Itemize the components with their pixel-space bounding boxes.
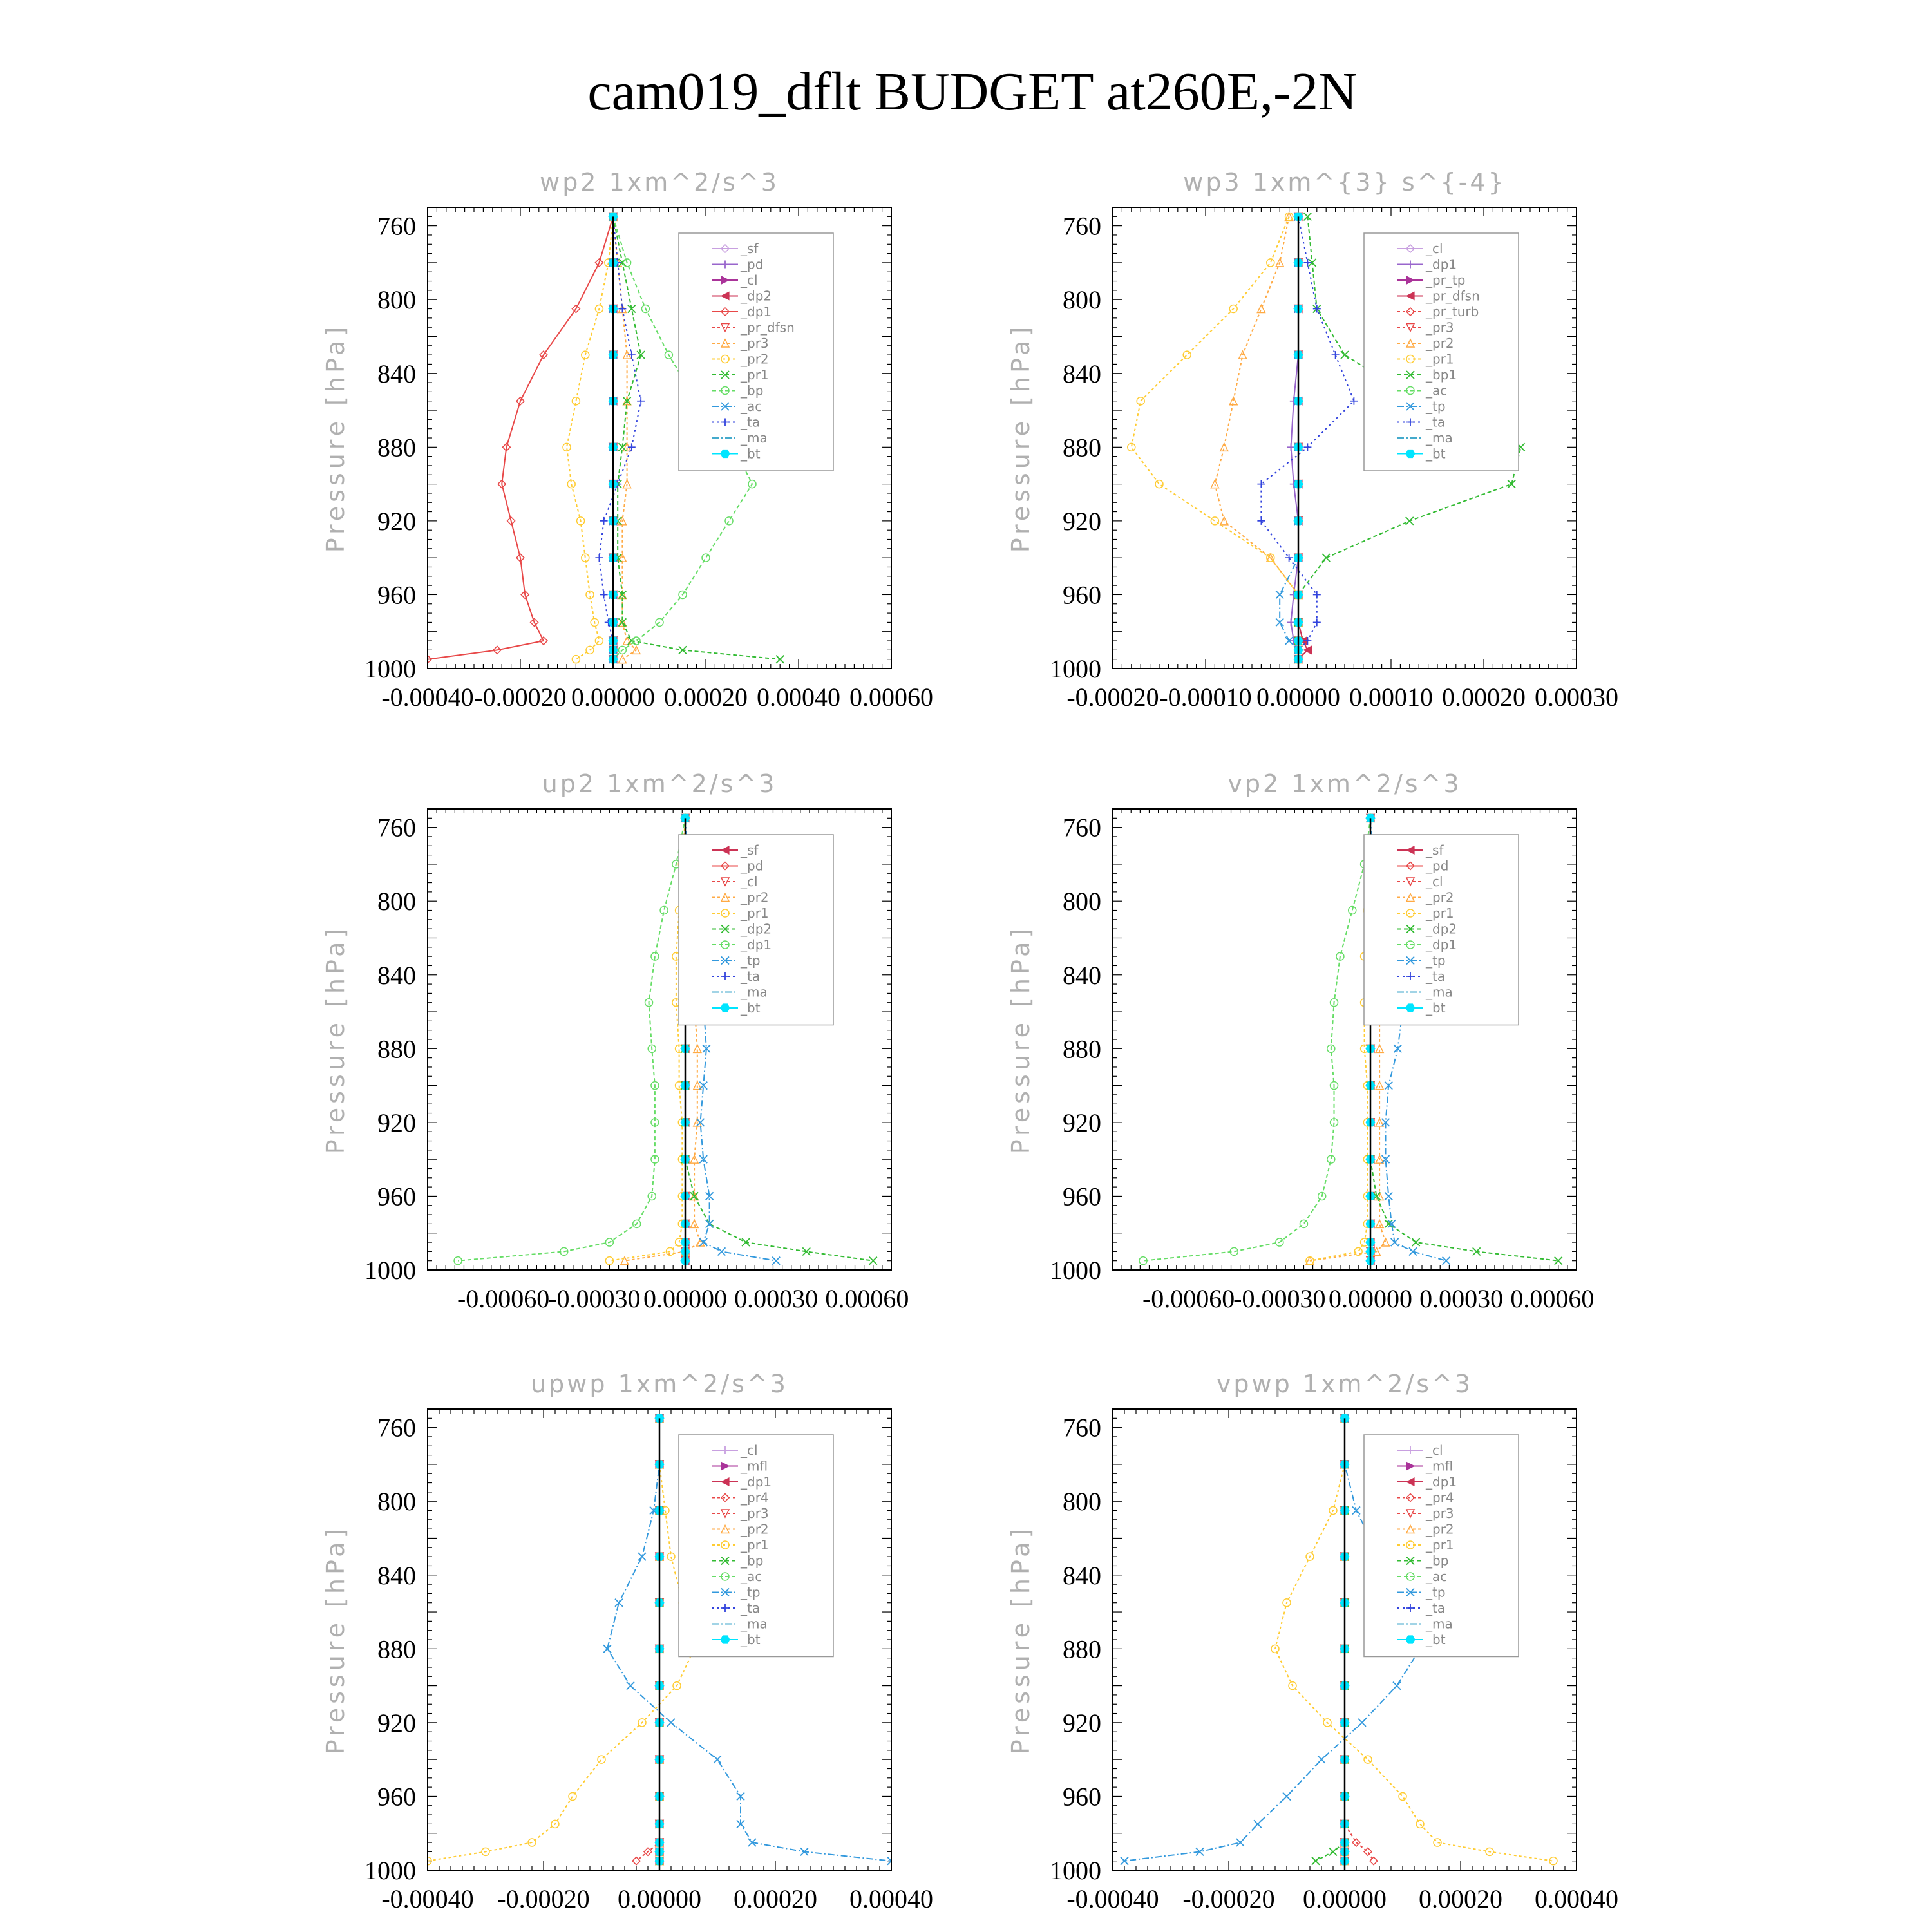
legend-marker_bt [1406, 450, 1415, 457]
x-tick-label: -0.00020 [1066, 683, 1159, 712]
legend-label_pr1: _pr1 [1426, 905, 1454, 921]
panel-2-title: wp3 1xm^{3} s^{-4} [1183, 168, 1506, 196]
y-tick-label: 880 [1063, 1634, 1101, 1664]
y-tick-label: 1000 [365, 654, 416, 683]
y-tick-label: 800 [1063, 285, 1101, 315]
legend-label_pr2: _pr2 [1426, 889, 1454, 905]
legend-label_pr_dfsn: _pr_dfsn [741, 319, 795, 336]
y-tick-label: 840 [1063, 1560, 1101, 1590]
y-tick-label: 800 [377, 887, 416, 916]
legend-label_ma: _ma [741, 1616, 768, 1632]
legend-label_pr2: _pr2 [741, 351, 769, 367]
x-tick-label: 0.00040 [849, 1884, 933, 1913]
x-tick-label: 0.00040 [757, 683, 840, 712]
y-tick-label: 880 [377, 1034, 416, 1064]
x-tick-label: -0.00040 [381, 1884, 474, 1913]
y-tick-label: 760 [377, 211, 416, 241]
legend-label_bt: _bt [1426, 1000, 1446, 1016]
legend-label_ma: _ma [1426, 984, 1453, 1000]
y-tick-label: 800 [377, 1487, 416, 1517]
panel-1-ylabel: Pressure [hPa] [321, 323, 350, 553]
y-tick-label: 880 [377, 433, 416, 462]
x-tick-label: -0.00030 [548, 1284, 641, 1313]
legend-label_dp1: _dp1 [741, 304, 772, 319]
x-tick-label: -0.00020 [1182, 1884, 1275, 1913]
x-tick-label: 0.00030 [1419, 1284, 1504, 1313]
legend-label_pr3: _pr3 [741, 1506, 769, 1521]
x-tick-label: 0.00020 [1419, 1884, 1502, 1913]
legend-label_bt: _bt [741, 1632, 761, 1647]
x-tick-label: -0.00040 [381, 683, 474, 712]
x-tick-label: -0.00010 [1159, 683, 1252, 712]
legend-label_ac: _ac [741, 1569, 762, 1584]
figure-title: cam019_dflt BUDGET at260E,-2N [587, 62, 1358, 122]
legend-label_pr3: _pr3 [1426, 319, 1454, 336]
y-tick-label: 880 [377, 1634, 416, 1664]
legend-label_mfl: _mfl [1426, 1458, 1454, 1474]
x-tick-label: -0.00060 [457, 1284, 550, 1313]
x-tick-label: 0.00020 [1442, 683, 1526, 712]
legend-label_cl: _cl [1426, 241, 1443, 256]
y-tick-label: 880 [1063, 1034, 1101, 1064]
x-tick-label: 0.00000 [643, 1284, 727, 1313]
legend-label_pr_dfsn: _pr_dfsn [1426, 288, 1480, 304]
panel-5-legend [679, 1435, 833, 1657]
legend-label_pr1: _pr1 [741, 367, 769, 383]
panel-3-ylabel: Pressure [hPa] [321, 924, 350, 1155]
legend-label_pr1: _pr1 [741, 905, 769, 921]
legend-label_pr4: _pr4 [1426, 1490, 1454, 1506]
legend-label_cl: _cl [741, 874, 758, 889]
panel-6-ylabel: Pressure [hPa] [1007, 1524, 1035, 1755]
panel-5-ylabel: Pressure [hPa] [321, 1524, 350, 1755]
y-tick-label: 920 [377, 1108, 416, 1137]
x-tick-label: -0.00060 [1142, 1284, 1235, 1313]
x-tick-label: 0.00060 [849, 683, 933, 712]
legend-label_tp: _tp [741, 1584, 761, 1600]
y-tick-label: 960 [1063, 1782, 1101, 1812]
y-tick-label: 960 [1063, 1182, 1101, 1211]
x-tick-label: 0.00000 [1256, 683, 1340, 712]
y-tick-label: 800 [377, 285, 416, 315]
x-tick-label: 0.00040 [1535, 1884, 1618, 1913]
y-tick-label: 760 [1063, 1413, 1101, 1443]
x-tick-label: -0.00040 [1066, 1884, 1159, 1913]
x-tick-label: 0.00060 [1510, 1284, 1595, 1313]
panel-4-title: vp2 1xm^2/s^3 [1227, 770, 1462, 798]
x-tick-label: 0.00000 [1303, 1884, 1387, 1913]
x-tick-label: 0.00030 [734, 1284, 819, 1313]
legend-label_ac: _ac [1426, 1569, 1448, 1584]
legend-label_sf: _sf [1426, 842, 1444, 858]
panel-3-legend [679, 835, 833, 1025]
legend-label_ta: _ta [741, 969, 761, 984]
y-tick-label: 760 [377, 1413, 416, 1443]
legend-label_ma: _ma [1426, 430, 1453, 446]
x-tick-label: 0.00060 [825, 1284, 909, 1313]
y-tick-label: 1000 [1050, 1856, 1101, 1885]
legend-label_bt: _bt [1426, 446, 1446, 462]
legend-label_pr_tp: _pr_tp [1426, 272, 1466, 288]
panel-6-legend [1364, 1435, 1519, 1657]
legend-label_cl: _cl [741, 1443, 758, 1458]
panel-1-title: wp2 1xm^2/s^3 [540, 168, 779, 196]
legend-label_bt: _bt [741, 1000, 761, 1016]
legend-label_ac: _ac [1426, 383, 1448, 399]
legend-label_pd: _pd [741, 858, 764, 874]
legend-label_dp1: _dp1 [741, 937, 772, 952]
panel-1-legend [679, 233, 833, 471]
legend-label_bp: _bp [741, 383, 764, 399]
legend-label_ta: _ta [1426, 1600, 1446, 1616]
legend-label_dp2: _dp2 [741, 288, 772, 304]
y-tick-label: 840 [377, 960, 416, 990]
y-tick-label: 960 [377, 1782, 416, 1812]
legend-label_bp: _bp [741, 1553, 764, 1569]
legend-label_bt: _bt [741, 446, 761, 462]
legend-label_pr2: _pr2 [1426, 336, 1454, 351]
legend-label_tp: _tp [1426, 1584, 1446, 1600]
y-tick-label: 840 [1063, 359, 1101, 388]
legend-label_dp1: _dp1 [1426, 256, 1457, 272]
panel-2-ylabel: Pressure [hPa] [1007, 323, 1035, 553]
legend-label_pr2: _pr2 [1426, 1521, 1454, 1537]
legend-label_ma: _ma [741, 984, 768, 1000]
x-tick-label: 0.00000 [571, 683, 655, 712]
x-tick-label: 0.00010 [1349, 683, 1433, 712]
legend-label_pr1: _pr1 [1426, 1537, 1454, 1553]
legend-label_pr3: _pr3 [741, 336, 769, 351]
legend-label_tp: _tp [1426, 399, 1446, 414]
legend-marker_bt [1406, 1004, 1415, 1012]
y-tick-label: 960 [1063, 580, 1101, 610]
legend-label_dp2: _dp2 [1426, 921, 1457, 937]
y-tick-label: 920 [377, 506, 416, 536]
legend-label_dp1: _dp1 [1426, 937, 1457, 952]
y-tick-label: 960 [377, 1182, 416, 1211]
legend-label_bp1: _bp1 [1426, 367, 1457, 383]
y-tick-label: 1000 [365, 1256, 416, 1285]
y-tick-label: 920 [1063, 506, 1101, 536]
panel-5-title: upwp 1xm^2/s^3 [531, 1370, 788, 1398]
y-tick-label: 760 [1063, 211, 1101, 241]
legend-label_pd: _pd [1426, 858, 1449, 874]
y-tick-label: 840 [377, 359, 416, 388]
legend-label_pr1: _pr1 [1426, 351, 1454, 367]
legend-label_tp: _tp [741, 952, 761, 969]
y-tick-label: 880 [1063, 433, 1101, 462]
legend-label_pr2: _pr2 [741, 889, 769, 905]
panel-2-legend [1364, 233, 1519, 471]
legend-label_ma: _ma [741, 430, 768, 446]
legend-label_pd: _pd [741, 256, 764, 272]
legend-label_pr_turb: _pr_turb [1426, 304, 1479, 319]
legend-label_dp2: _dp2 [741, 921, 772, 937]
legend-label_ta: _ta [1426, 969, 1446, 984]
x-tick-label: 0.00020 [664, 683, 748, 712]
legend-marker_bt [721, 1004, 730, 1012]
legend-label_pr4: _pr4 [741, 1490, 769, 1506]
legend-label_cl: _cl [1426, 874, 1443, 889]
legend-label_ac: _ac [741, 399, 762, 414]
legend-label_ma: _ma [1426, 1616, 1453, 1632]
legend-label_cl: _cl [741, 272, 758, 288]
legend-label_bp: _bp [1426, 1553, 1449, 1569]
x-tick-label: -0.00020 [497, 1884, 590, 1913]
panel-4-ylabel: Pressure [hPa] [1007, 924, 1035, 1155]
y-tick-label: 840 [377, 1560, 416, 1590]
y-tick-label: 960 [377, 580, 416, 610]
y-tick-label: 840 [1063, 960, 1101, 990]
legend-label_ta: _ta [741, 1600, 761, 1616]
legend-label_ta: _ta [741, 414, 761, 430]
y-tick-label: 760 [1063, 813, 1101, 842]
y-tick-label: 1000 [1050, 1256, 1101, 1285]
legend-label_bt: _bt [1426, 1632, 1446, 1647]
legend-label_dp1: _dp1 [741, 1474, 772, 1490]
y-tick-label: 800 [1063, 1487, 1101, 1517]
y-tick-label: 1000 [1050, 654, 1101, 683]
legend-label_dp1: _dp1 [1426, 1474, 1457, 1490]
legend-label_ta: _ta [1426, 414, 1446, 430]
y-tick-label: 1000 [365, 1856, 416, 1885]
legend-label_pr3: _pr3 [1426, 1506, 1454, 1521]
y-tick-label: 920 [1063, 1108, 1101, 1137]
legend-label_sf: _sf [741, 241, 759, 256]
panel-4-legend [1364, 835, 1519, 1025]
legend-label_pr2: _pr2 [741, 1521, 769, 1537]
y-tick-label: 800 [1063, 887, 1101, 916]
y-tick-label: 760 [377, 813, 416, 842]
legend-marker_bt [1406, 1636, 1415, 1643]
x-tick-label: 0.00000 [618, 1884, 701, 1913]
x-tick-label: -0.00020 [474, 683, 567, 712]
y-tick-label: 920 [377, 1708, 416, 1738]
x-tick-label: -0.00030 [1233, 1284, 1326, 1313]
x-tick-label: 0.00000 [1329, 1284, 1412, 1313]
legend-label_tp: _tp [1426, 952, 1446, 969]
y-tick-label: 920 [1063, 1708, 1101, 1738]
x-tick-label: 0.00030 [1535, 683, 1618, 712]
legend-label_cl: _cl [1426, 1443, 1443, 1458]
legend-label_pr1: _pr1 [741, 1537, 769, 1553]
legend-marker_bt [721, 1636, 730, 1643]
panel-3-title: up2 1xm^2/s^3 [542, 770, 777, 798]
legend-marker_bt [721, 450, 730, 457]
legend-label_sf: _sf [741, 842, 759, 858]
panel-6-title: vpwp 1xm^2/s^3 [1216, 1370, 1473, 1398]
x-tick-label: 0.00020 [734, 1884, 817, 1913]
legend-label_mfl: _mfl [741, 1458, 768, 1474]
